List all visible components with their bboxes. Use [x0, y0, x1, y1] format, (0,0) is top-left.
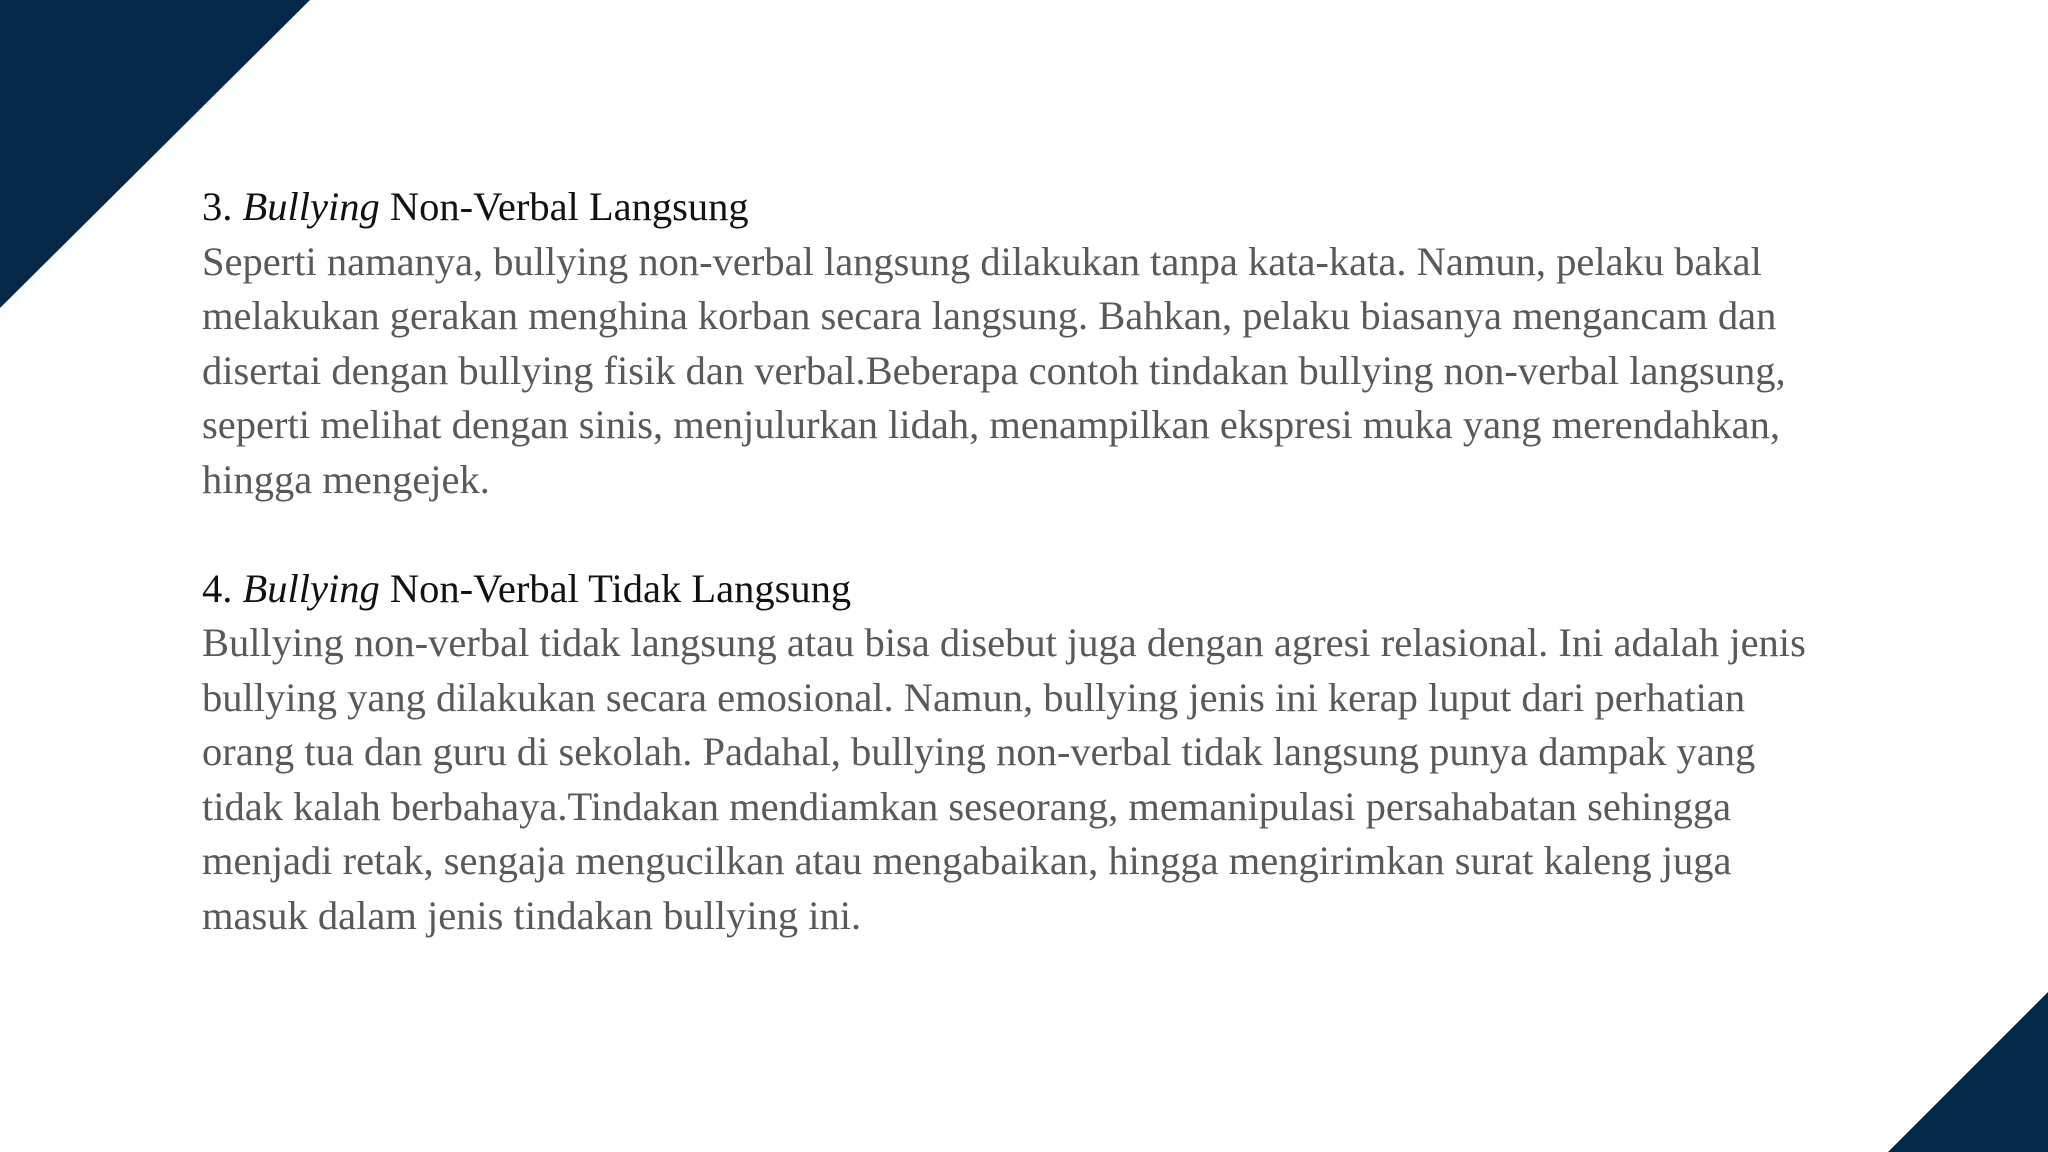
section-title-italic: Bullying [242, 184, 380, 229]
paragraph-line: melakukan gerakan menghina korban secara langsung. Bahkan, pelaku biasanya mengancam dan [202, 293, 1777, 338]
paragraph-line: menjadi retak, sengaja mengucilkan atau mengabaikan, hingga mengirimkan surat kaleng juga [202, 838, 1732, 883]
section-non-verbal-tidak-langsung [202, 562, 2032, 944]
paragraph-line: Bullying non-verbal tidak langsung atau bisa disebut juga dengan agresi relasional. Ini adalah jenis [202, 620, 1806, 665]
section-paragraph [202, 235, 2032, 508]
bottom-right-corner-triangle [1888, 992, 2048, 1152]
paragraph-line: hingga mengejek. [202, 456, 490, 502]
paragraph-line: masuk dalam jenis tindakan bullying ini. [202, 892, 862, 938]
section-heading [202, 562, 2032, 617]
section-title-rest: Non-Verbal Tidak Langsung [389, 565, 852, 611]
section-non-verbal-langsung [202, 180, 2032, 507]
section-heading [202, 180, 2032, 235]
paragraph-line: disertai dengan bullying fisik dan verbal.Beberapa contoh tindakan bullying non-verbal langsung, [202, 347, 1786, 393]
bottom-right-triangle-shape [1888, 992, 2048, 1152]
slide-content [202, 180, 2032, 943]
paragraph-line: Seperti namanya, bullying non-verbal langsung dilakukan tanpa kata-kata. Namun, pelaku bakal [202, 238, 1762, 284]
section-number: 3. [202, 184, 233, 229]
section-paragraph [202, 616, 2032, 943]
section-number: 4. [202, 565, 233, 611]
paragraph-line: tidak kalah berbahaya.Tindakan mendiamkan seseorang, memanipulasi persahabatan sehingga [202, 783, 1732, 829]
paragraph-line: bullying yang dilakukan secara emosional. Namun, bullying jenis ini kerap luput dari perhatian [202, 674, 1746, 720]
section-title-italic: Bullying [242, 565, 380, 611]
paragraph-line: orang tua dan guru di sekolah. Padahal, bullying non-verbal tidak langsung punya dampak yang [202, 729, 1756, 774]
paragraph-line: seperti melihat dengan sinis, menjulurkan lidah, menampilkan ekspresi muka yang merendahkan, [202, 402, 1780, 447]
section-title-rest: Non-Verbal Langsung [389, 184, 749, 229]
